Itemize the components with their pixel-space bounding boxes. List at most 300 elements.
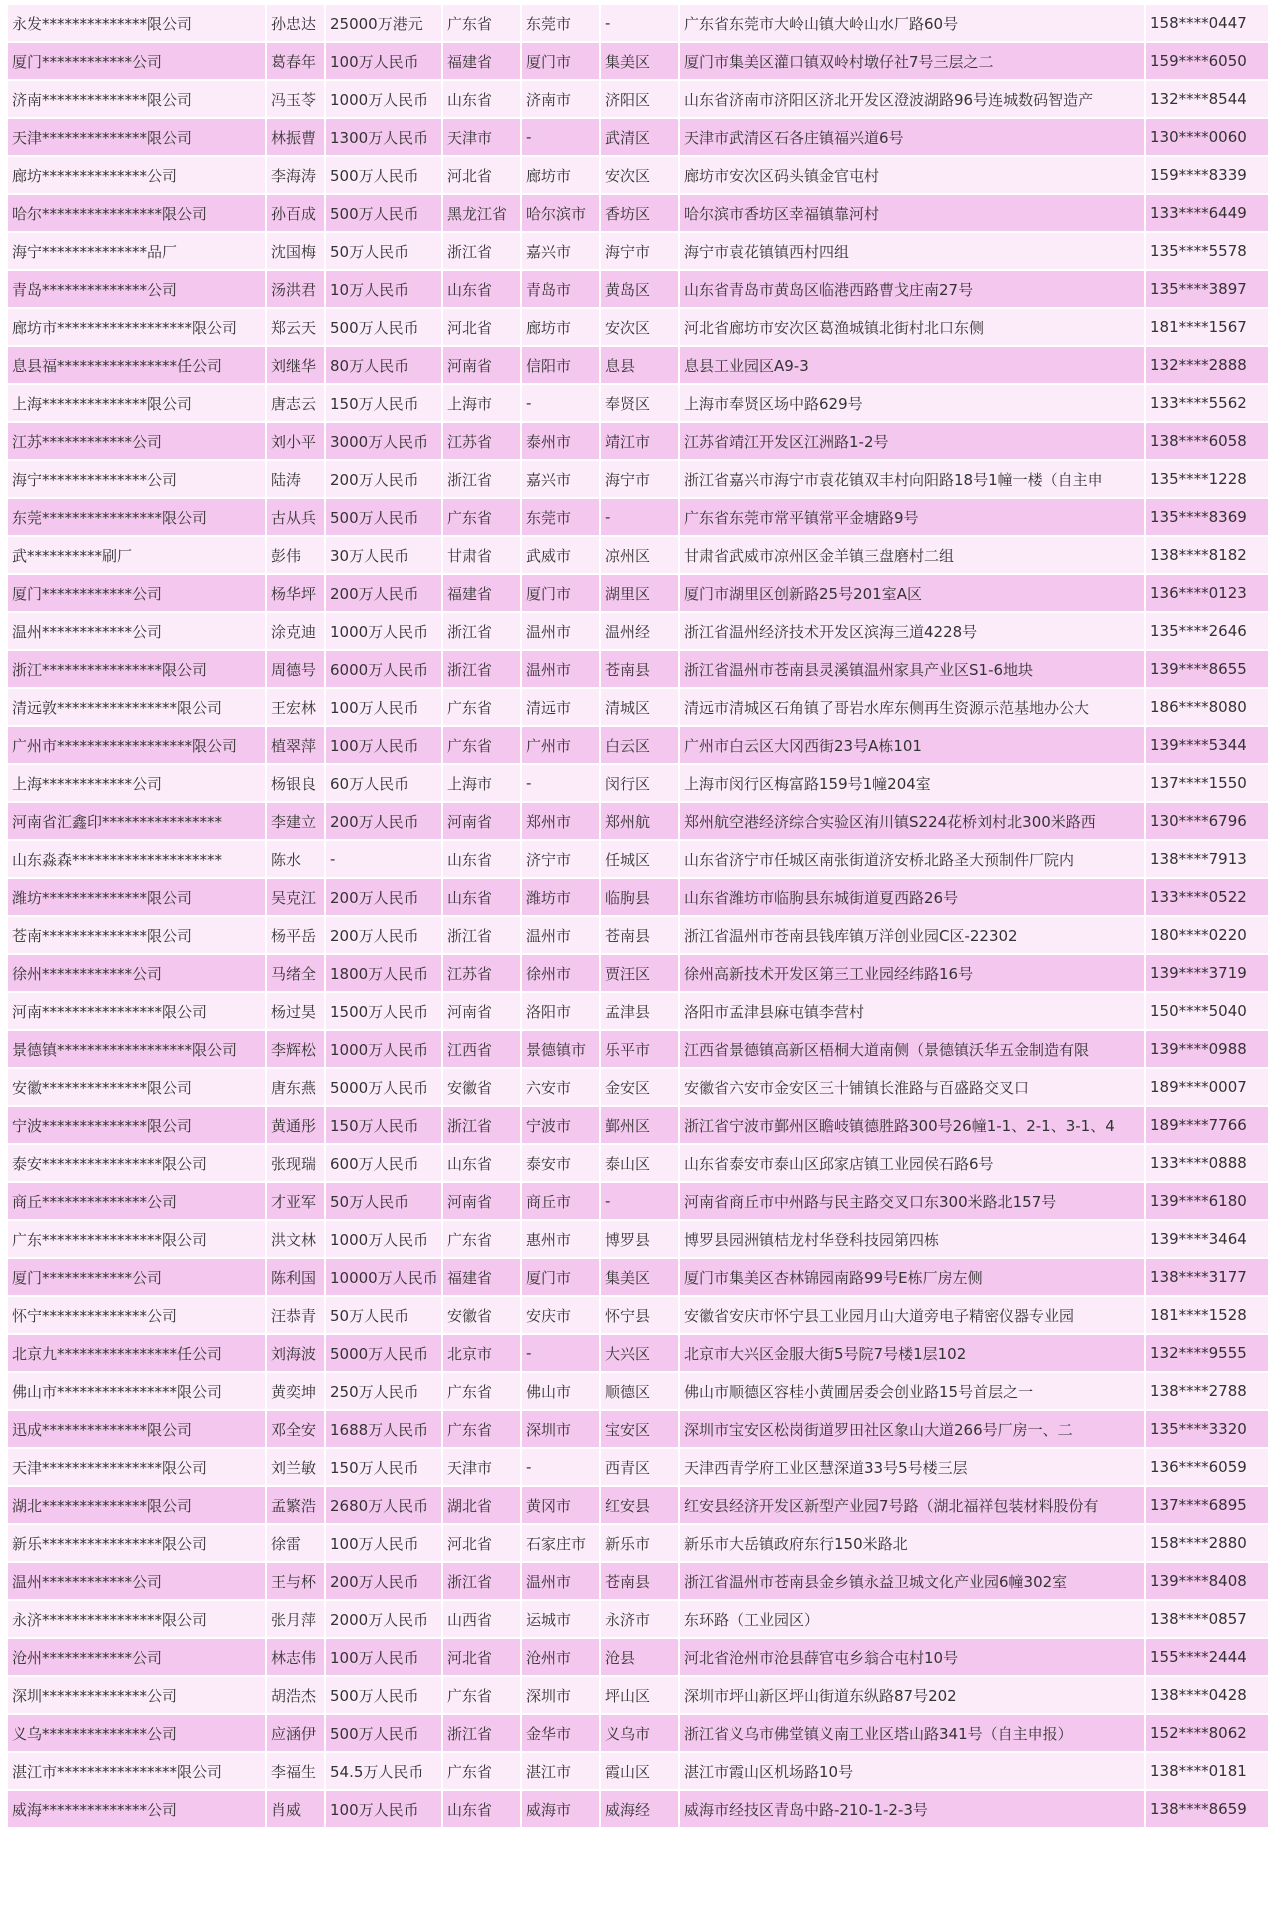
address-cell: 厦门市湖里区创新路25号201室A区 <box>680 575 1144 611</box>
company-name-cell: 潍坊**************限公司 <box>8 879 265 915</box>
city-cell: 潍坊市 <box>522 879 599 915</box>
address-cell: 广州市白云区大冈西街23号A栋101 <box>680 727 1144 763</box>
company-name-cell: 廊坊**************公司 <box>8 157 265 193</box>
contact-cell: 古从兵 <box>267 499 324 535</box>
province-cell: 广东省 <box>443 499 520 535</box>
district-cell: 集美区 <box>601 43 678 79</box>
city-cell: - <box>522 385 599 421</box>
company-name-cell: 海宁**************品厂 <box>8 233 265 269</box>
company-name-cell: 宁波**************限公司 <box>8 1107 265 1143</box>
capital-cell: 1000万人民币 <box>326 1031 441 1067</box>
company-name-cell: 清远敦****************限公司 <box>8 689 265 725</box>
province-cell: 浙江省 <box>443 1107 520 1143</box>
district-cell: 湖里区 <box>601 575 678 611</box>
district-cell: 红安县 <box>601 1487 678 1523</box>
province-cell: 浙江省 <box>443 651 520 687</box>
city-cell: 济宁市 <box>522 841 599 877</box>
company-name-cell: 泰安****************限公司 <box>8 1145 265 1181</box>
phone-cell: 139****8655 <box>1146 651 1268 687</box>
table-row <box>8 119 1268 155</box>
contact-cell: 陆涛 <box>267 461 324 497</box>
province-cell: 山东省 <box>443 1791 520 1827</box>
province-cell: 天津市 <box>443 119 520 155</box>
capital-cell: 150万人民币 <box>326 1107 441 1143</box>
address-cell: 天津西青学府工业区慧深道33号5号楼三层 <box>680 1449 1144 1485</box>
phone-cell: 159****8339 <box>1146 157 1268 193</box>
phone-cell: 158****2880 <box>1146 1525 1268 1561</box>
phone-cell: 135****3897 <box>1146 271 1268 307</box>
province-cell: 湖北省 <box>443 1487 520 1523</box>
province-cell: 天津市 <box>443 1449 520 1485</box>
district-cell: - <box>601 499 678 535</box>
address-cell: 厦门市集美区杏林锦园南路99号E栋厂房左侧 <box>680 1259 1144 1295</box>
city-cell: 温州市 <box>522 651 599 687</box>
contact-cell: 葛春年 <box>267 43 324 79</box>
province-cell: 河南省 <box>443 993 520 1029</box>
phone-cell: 138****8659 <box>1146 1791 1268 1827</box>
district-cell: 温州经 <box>601 613 678 649</box>
address-cell: 山东省青岛市黄岛区临港西路曹戈庄南27号 <box>680 271 1144 307</box>
district-cell: 鄞州区 <box>601 1107 678 1143</box>
address-cell: 甘肃省武威市凉州区金羊镇三盘磨村二组 <box>680 537 1144 573</box>
phone-cell: 136****6059 <box>1146 1449 1268 1485</box>
district-cell: 宝安区 <box>601 1411 678 1447</box>
table-row <box>8 423 1268 459</box>
table-row <box>8 1753 1268 1789</box>
company-name-cell: 佛山市****************限公司 <box>8 1373 265 1409</box>
capital-cell: 1000万人民币 <box>326 613 441 649</box>
district-cell: 金安区 <box>601 1069 678 1105</box>
contact-cell: 冯玉苓 <box>267 81 324 117</box>
capital-cell: 150万人民币 <box>326 385 441 421</box>
district-cell: 贾汪区 <box>601 955 678 991</box>
province-cell: 山东省 <box>443 81 520 117</box>
company-name-cell: 永济****************限公司 <box>8 1601 265 1637</box>
district-cell: 坪山区 <box>601 1677 678 1713</box>
address-cell: 厦门市集美区灌口镇双岭村墩仔社7号三层之二 <box>680 43 1144 79</box>
contact-cell: 唐东燕 <box>267 1069 324 1105</box>
company-name-cell: 海宁**************公司 <box>8 461 265 497</box>
address-cell: 山东省潍坊市临朐县东城街道夏西路26号 <box>680 879 1144 915</box>
city-cell: 洛阳市 <box>522 993 599 1029</box>
table-row <box>8 195 1268 231</box>
district-cell: 义乌市 <box>601 1715 678 1751</box>
capital-cell: 100万人民币 <box>326 689 441 725</box>
capital-cell: 100万人民币 <box>326 727 441 763</box>
city-cell: 安庆市 <box>522 1297 599 1333</box>
company-name-cell: 厦门************公司 <box>8 575 265 611</box>
phone-cell: 138****8182 <box>1146 537 1268 573</box>
city-cell: 东莞市 <box>522 5 599 41</box>
table-row <box>8 1031 1268 1067</box>
capital-cell: 150万人民币 <box>326 1449 441 1485</box>
city-cell: 深圳市 <box>522 1677 599 1713</box>
capital-cell: 60万人民币 <box>326 765 441 801</box>
phone-cell: 138****0428 <box>1146 1677 1268 1713</box>
table-row <box>8 1297 1268 1333</box>
company-name-cell: 安徽**************限公司 <box>8 1069 265 1105</box>
table-row <box>8 1221 1268 1257</box>
address-cell: 河北省廊坊市安次区葛渔城镇北街村北口东侧 <box>680 309 1144 345</box>
district-cell: 白云区 <box>601 727 678 763</box>
district-cell: 安次区 <box>601 157 678 193</box>
company-name-cell: 天津**************限公司 <box>8 119 265 155</box>
district-cell: 博罗县 <box>601 1221 678 1257</box>
phone-cell: 135****2646 <box>1146 613 1268 649</box>
capital-cell: 1000万人民币 <box>326 1221 441 1257</box>
table-row <box>8 157 1268 193</box>
contact-cell: 刘兰敏 <box>267 1449 324 1485</box>
table-row <box>8 1449 1268 1485</box>
phone-cell: 138****2788 <box>1146 1373 1268 1409</box>
city-cell: 厦门市 <box>522 1259 599 1295</box>
table-row <box>8 499 1268 535</box>
company-name-cell: 景德镇******************限公司 <box>8 1031 265 1067</box>
phone-cell: 130****0060 <box>1146 119 1268 155</box>
table-row <box>8 917 1268 953</box>
district-cell: 顺德区 <box>601 1373 678 1409</box>
contact-cell: 徐雷 <box>267 1525 324 1561</box>
table-row <box>8 271 1268 307</box>
capital-cell: 50万人民币 <box>326 1297 441 1333</box>
phone-cell: 180****0220 <box>1146 917 1268 953</box>
contact-cell: 孙百成 <box>267 195 324 231</box>
province-cell: 江苏省 <box>443 423 520 459</box>
district-cell: 济阳区 <box>601 81 678 117</box>
table-row <box>8 841 1268 877</box>
district-cell: 沧县 <box>601 1639 678 1675</box>
phone-cell: 133****5562 <box>1146 385 1268 421</box>
capital-cell: - <box>326 841 441 877</box>
table-row <box>8 537 1268 573</box>
province-cell: 河北省 <box>443 309 520 345</box>
province-cell: 广东省 <box>443 1411 520 1447</box>
address-cell: 博罗县园洲镇桔龙村华登科技园第四栋 <box>680 1221 1144 1257</box>
address-cell: 安徽省六安市金安区三十铺镇长淮路与百盛路交叉口 <box>680 1069 1144 1105</box>
province-cell: 广东省 <box>443 1753 520 1789</box>
company-name-cell: 湖北**************限公司 <box>8 1487 265 1523</box>
province-cell: 河北省 <box>443 1525 520 1561</box>
company-name-cell: 迅成**************限公司 <box>8 1411 265 1447</box>
company-name-cell: 沧州************公司 <box>8 1639 265 1675</box>
contact-cell: 刘海波 <box>267 1335 324 1371</box>
table-row <box>8 575 1268 611</box>
phone-cell: 138****0857 <box>1146 1601 1268 1637</box>
province-cell: 甘肃省 <box>443 537 520 573</box>
phone-cell: 159****6050 <box>1146 43 1268 79</box>
contact-cell: 杨华坪 <box>267 575 324 611</box>
address-cell: 浙江省嘉兴市海宁市袁花镇双丰村向阳路18号1幢一楼（自主申 <box>680 461 1144 497</box>
address-cell: 廊坊市安次区码头镇金官屯村 <box>680 157 1144 193</box>
contact-cell: 洪文林 <box>267 1221 324 1257</box>
city-cell: 景德镇市 <box>522 1031 599 1067</box>
capital-cell: 200万人民币 <box>326 1563 441 1599</box>
province-cell: 安徽省 <box>443 1069 520 1105</box>
phone-cell: 139****0988 <box>1146 1031 1268 1067</box>
city-cell: 黄冈市 <box>522 1487 599 1523</box>
province-cell: 江西省 <box>443 1031 520 1067</box>
capital-cell: 500万人民币 <box>326 195 441 231</box>
capital-cell: 200万人民币 <box>326 803 441 839</box>
capital-cell: 200万人民币 <box>326 917 441 953</box>
table-row <box>8 955 1268 991</box>
province-cell: 广东省 <box>443 5 520 41</box>
address-cell: 湛江市霞山区机场路10号 <box>680 1753 1144 1789</box>
district-cell: 闵行区 <box>601 765 678 801</box>
city-cell: 威海市 <box>522 1791 599 1827</box>
phone-cell: 138****0181 <box>1146 1753 1268 1789</box>
phone-cell: 138****6058 <box>1146 423 1268 459</box>
district-cell: - <box>601 5 678 41</box>
district-cell: 大兴区 <box>601 1335 678 1371</box>
address-cell: 深圳市坪山新区坪山街道东纵路87号202 <box>680 1677 1144 1713</box>
capital-cell: 500万人民币 <box>326 309 441 345</box>
city-cell: 宁波市 <box>522 1107 599 1143</box>
phone-cell: 155****2444 <box>1146 1639 1268 1675</box>
contact-cell: 李辉松 <box>267 1031 324 1067</box>
capital-cell: 200万人民币 <box>326 575 441 611</box>
city-cell: 泰州市 <box>522 423 599 459</box>
address-cell: 浙江省温州经济技术开发区滨海三道4228号 <box>680 613 1144 649</box>
table-row <box>8 81 1268 117</box>
table-row <box>8 309 1268 345</box>
company-name-cell: 湛江市****************限公司 <box>8 1753 265 1789</box>
address-cell: 清远市清城区石角镇了哥岩水库东侧再生资源示范基地办公大 <box>680 689 1144 725</box>
contact-cell: 沈国梅 <box>267 233 324 269</box>
capital-cell: 500万人民币 <box>326 157 441 193</box>
city-cell: 佛山市 <box>522 1373 599 1409</box>
city-cell: - <box>522 765 599 801</box>
city-cell: 沧州市 <box>522 1639 599 1675</box>
table-row <box>8 1677 1268 1713</box>
capital-cell: 25000万港元 <box>326 5 441 41</box>
contact-cell: 林志伟 <box>267 1639 324 1675</box>
table-row <box>8 727 1268 763</box>
province-cell: 上海市 <box>443 385 520 421</box>
address-cell: 上海市奉贤区场中路629号 <box>680 385 1144 421</box>
province-cell: 山东省 <box>443 841 520 877</box>
district-cell: 苍南县 <box>601 651 678 687</box>
capital-cell: 1300万人民币 <box>326 119 441 155</box>
capital-cell: 500万人民币 <box>326 1677 441 1713</box>
city-cell: 嘉兴市 <box>522 233 599 269</box>
phone-cell: 137****1550 <box>1146 765 1268 801</box>
company-table <box>6 3 1270 1829</box>
district-cell: 集美区 <box>601 1259 678 1295</box>
city-cell: 广州市 <box>522 727 599 763</box>
city-cell: 温州市 <box>522 1563 599 1599</box>
district-cell: 威海经 <box>601 1791 678 1827</box>
table-row <box>8 613 1268 649</box>
city-cell: 厦门市 <box>522 575 599 611</box>
phone-cell: 135****1228 <box>1146 461 1268 497</box>
capital-cell: 1800万人民币 <box>326 955 441 991</box>
district-cell: 临朐县 <box>601 879 678 915</box>
province-cell: 浙江省 <box>443 1563 520 1599</box>
table-row <box>8 651 1268 687</box>
phone-cell: 135****3320 <box>1146 1411 1268 1447</box>
address-cell: 佛山市顺德区容桂小黄圃居委会创业路15号首层之一 <box>680 1373 1144 1409</box>
province-cell: 北京市 <box>443 1335 520 1371</box>
contact-cell: 杨过昊 <box>267 993 324 1029</box>
company-name-cell: 温州************公司 <box>8 1563 265 1599</box>
capital-cell: 200万人民币 <box>326 879 441 915</box>
district-cell: 安次区 <box>601 309 678 345</box>
contact-cell: 植翠萍 <box>267 727 324 763</box>
province-cell: 浙江省 <box>443 613 520 649</box>
province-cell: 河南省 <box>443 803 520 839</box>
province-cell: 浙江省 <box>443 1715 520 1751</box>
company-name-cell: 商丘**************公司 <box>8 1183 265 1219</box>
company-name-cell: 苍南**************限公司 <box>8 917 265 953</box>
table-row <box>8 1183 1268 1219</box>
company-name-cell: 新乐****************限公司 <box>8 1525 265 1561</box>
company-name-cell: 息县福****************任公司 <box>8 347 265 383</box>
address-cell: 山东省济南市济阳区济北开发区澄波湖路96号连城数码智造产 <box>680 81 1144 117</box>
address-cell: 山东省济宁市任城区南张街道济安桥北路圣大预制件厂院内 <box>680 841 1144 877</box>
company-name-cell: 深圳**************公司 <box>8 1677 265 1713</box>
contact-cell: 马绪全 <box>267 955 324 991</box>
capital-cell: 100万人民币 <box>326 1791 441 1827</box>
phone-cell: 181****1567 <box>1146 309 1268 345</box>
address-cell: 洛阳市孟津县麻屯镇李营村 <box>680 993 1144 1029</box>
company-name-cell: 浙江****************限公司 <box>8 651 265 687</box>
phone-cell: 138****7913 <box>1146 841 1268 877</box>
province-cell: 河南省 <box>443 1183 520 1219</box>
phone-cell: 136****0123 <box>1146 575 1268 611</box>
contact-cell: 陈水 <box>267 841 324 877</box>
district-cell: 孟津县 <box>601 993 678 1029</box>
city-cell: 清远市 <box>522 689 599 725</box>
district-cell: - <box>601 1183 678 1219</box>
address-cell: 红安县经济开发区新型产业园7号路（湖北福祥包装材料股份有 <box>680 1487 1144 1523</box>
contact-cell: 孙忠达 <box>267 5 324 41</box>
company-name-cell: 武**********刷厂 <box>8 537 265 573</box>
district-cell: 苍南县 <box>601 917 678 953</box>
district-cell: 清城区 <box>601 689 678 725</box>
capital-cell: 100万人民币 <box>326 1639 441 1675</box>
phone-cell: 150****5040 <box>1146 993 1268 1029</box>
phone-cell: 135****8369 <box>1146 499 1268 535</box>
address-cell: 郑州航空港经济综合实验区洧川镇S224花桥刘村北300米路西 <box>680 803 1144 839</box>
address-cell: 威海市经技区青岛中路-210-1-2-3号 <box>680 1791 1144 1827</box>
district-cell: 霞山区 <box>601 1753 678 1789</box>
company-name-cell: 山东淼森******************** <box>8 841 265 877</box>
province-cell: 浙江省 <box>443 233 520 269</box>
company-name-cell: 哈尔****************限公司 <box>8 195 265 231</box>
city-cell: 温州市 <box>522 613 599 649</box>
table-row <box>8 765 1268 801</box>
contact-cell: 孟繁浩 <box>267 1487 324 1523</box>
city-cell: - <box>522 119 599 155</box>
province-cell: 浙江省 <box>443 461 520 497</box>
capital-cell: 50万人民币 <box>326 233 441 269</box>
district-cell: 武清区 <box>601 119 678 155</box>
district-cell: 西青区 <box>601 1449 678 1485</box>
phone-cell: 132****9555 <box>1146 1335 1268 1371</box>
city-cell: 青岛市 <box>522 271 599 307</box>
company-name-cell: 青岛**************公司 <box>8 271 265 307</box>
company-name-cell: 河南省汇鑫印**************** <box>8 803 265 839</box>
contact-cell: 李福生 <box>267 1753 324 1789</box>
address-cell: 海宁市袁花镇镇西村四组 <box>680 233 1144 269</box>
phone-cell: 138****3177 <box>1146 1259 1268 1295</box>
district-cell: 奉贤区 <box>601 385 678 421</box>
capital-cell: 50万人民币 <box>326 1183 441 1219</box>
address-cell: 浙江省温州市苍南县金乡镇永益卫城文化产业园6幢302室 <box>680 1563 1144 1599</box>
address-cell: 广东省东莞市常平镇常平金塘路9号 <box>680 499 1144 535</box>
district-cell: 郑州航 <box>601 803 678 839</box>
table-row <box>8 1411 1268 1447</box>
province-cell: 上海市 <box>443 765 520 801</box>
company-name-cell: 上海************公司 <box>8 765 265 801</box>
company-name-cell: 义乌**************公司 <box>8 1715 265 1751</box>
table-row <box>8 1107 1268 1143</box>
contact-cell: 黄奕坤 <box>267 1373 324 1409</box>
district-cell: 凉州区 <box>601 537 678 573</box>
company-name-cell: 厦门************公司 <box>8 43 265 79</box>
capital-cell: 5000万人民币 <box>326 1069 441 1105</box>
contact-cell: 刘小平 <box>267 423 324 459</box>
table-row <box>8 1601 1268 1637</box>
contact-cell: 张现瑞 <box>267 1145 324 1181</box>
city-cell: 温州市 <box>522 917 599 953</box>
capital-cell: 6000万人民币 <box>326 651 441 687</box>
address-cell: 浙江省温州市苍南县灵溪镇温州家具产业区S1-6地块 <box>680 651 1144 687</box>
contact-cell: 杨平岳 <box>267 917 324 953</box>
company-name-cell: 济南**************限公司 <box>8 81 265 117</box>
table-row <box>8 461 1268 497</box>
district-cell: 怀宁县 <box>601 1297 678 1333</box>
contact-cell: 杨银良 <box>267 765 324 801</box>
district-cell: 乐平市 <box>601 1031 678 1067</box>
city-cell: 东莞市 <box>522 499 599 535</box>
province-cell: 福建省 <box>443 575 520 611</box>
table-row <box>8 1639 1268 1675</box>
phone-cell: 139****5344 <box>1146 727 1268 763</box>
province-cell: 广东省 <box>443 689 520 725</box>
table-row <box>8 1487 1268 1523</box>
address-cell: 天津市武清区石各庄镇福兴道6号 <box>680 119 1144 155</box>
city-cell: - <box>522 1335 599 1371</box>
province-cell: 山东省 <box>443 1145 520 1181</box>
contact-cell: 黄通彤 <box>267 1107 324 1143</box>
contact-cell: 汪恭青 <box>267 1297 324 1333</box>
district-cell: 海宁市 <box>601 233 678 269</box>
city-cell: 泰安市 <box>522 1145 599 1181</box>
company-name-cell: 广州市******************限公司 <box>8 727 265 763</box>
district-cell: 永济市 <box>601 1601 678 1637</box>
province-cell: 广东省 <box>443 1373 520 1409</box>
city-cell: 商丘市 <box>522 1183 599 1219</box>
district-cell: 海宁市 <box>601 461 678 497</box>
company-name-cell: 河南****************限公司 <box>8 993 265 1029</box>
address-cell: 深圳市宝安区松岗街道罗田社区象山大道266号厂房一、二 <box>680 1411 1144 1447</box>
table-row <box>8 43 1268 79</box>
address-cell: 浙江省义乌市佛堂镇义南工业区塔山路341号（自主申报） <box>680 1715 1144 1751</box>
city-cell: 厦门市 <box>522 43 599 79</box>
company-name-cell: 天津****************限公司 <box>8 1449 265 1485</box>
phone-cell: 132****2888 <box>1146 347 1268 383</box>
province-cell: 山东省 <box>443 879 520 915</box>
city-cell: 运城市 <box>522 1601 599 1637</box>
contact-cell: 张月萍 <box>267 1601 324 1637</box>
phone-cell: 135****5578 <box>1146 233 1268 269</box>
contact-cell: 周德号 <box>267 651 324 687</box>
company-name-cell: 广东****************限公司 <box>8 1221 265 1257</box>
province-cell: 广东省 <box>443 727 520 763</box>
province-cell: 福建省 <box>443 43 520 79</box>
